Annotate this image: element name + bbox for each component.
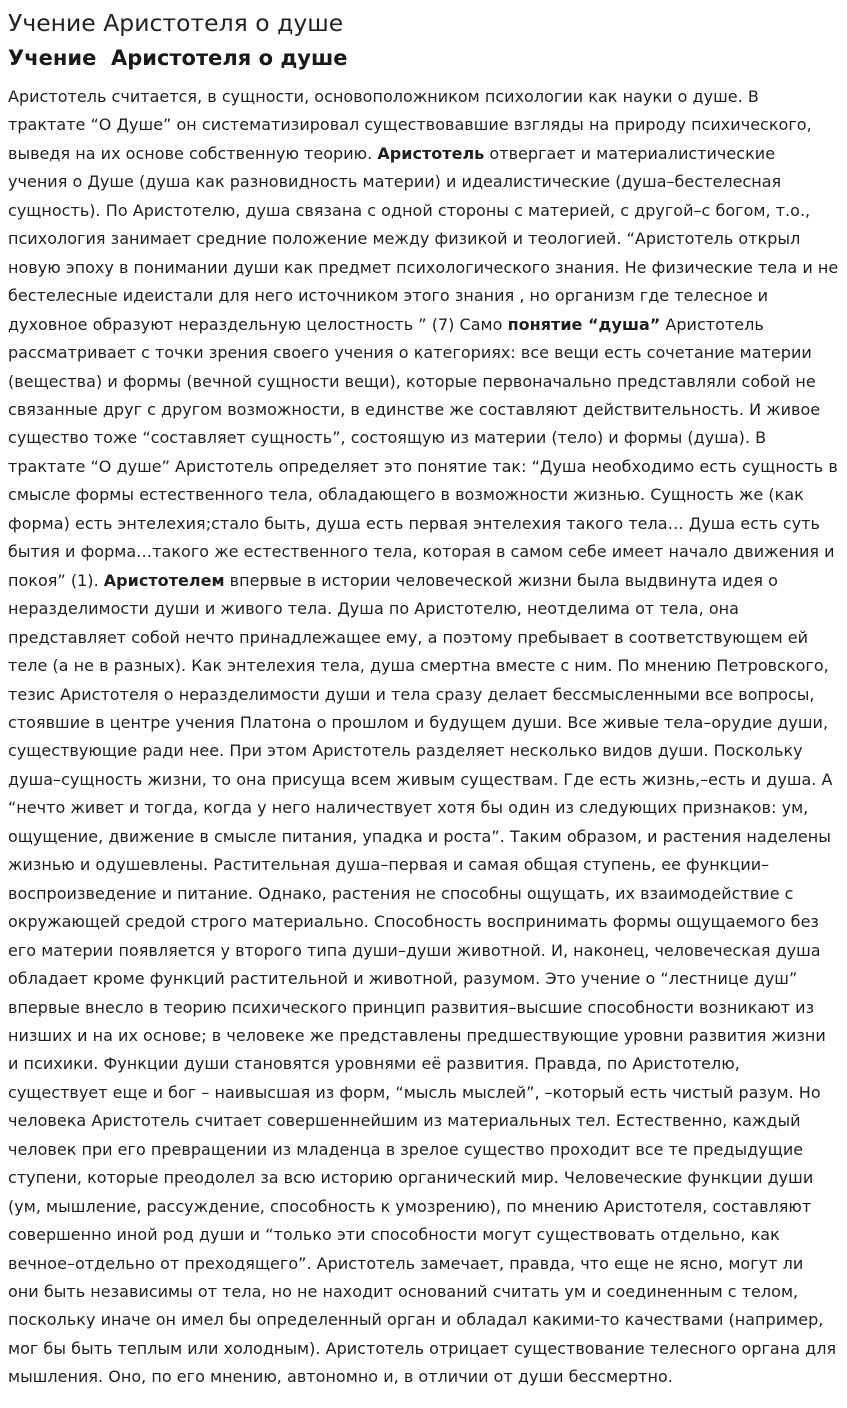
article-heading: Учение Аристотеля о душе (8, 46, 348, 70)
text-run: впервые в истории человеческой жизни была выдвинута идея о неразделимости души и живого тела. Душа по Аристотелю, неотделима от тела, она представляет собой нечто принадлежащее ему, а поэтому пребывает в соответствующем ей теле (а не в разных). Как энтелехия тела, душа смертна вместе с ним. По мнению Петровского, тезис Аристотеля о неразделимости души и тела сразу делает бессмысленными все вопросы, стоявшие в центре учения Платона о прошлом и будущем души. Все живые тела–орудие души, существующие ради нее. При этом Аристотель разделяет несколько видов души. Поскольку душа–сущность жизни, то она присуща всем живым существам. Где есть жизнь,–есть и душа. А “нечто живет и тогда, когда у него наличествует хотя бы один из следующих признаков: ум, ощущение, движение в смысле питания, упадка и роста”. Таким образом, и растения наделены жизнью и одушевлены. Растительная душа–первая и самая общая ступень, ее функции–воспроизведение и питание. Однако, растения не способны ощущать, их взаимодействие с окружающей средой строго материально. Способность воспринимать формы ощущаемого без его материи появляется у второго типа души–души животной. И, наконец, человеческая душа обладает кроме функций растительной и животной, разумом. Это учение о “лестнице душ” впервые внесло в теорию психического принцип развития–высшие способности возникают из низших и на их основе; в человеке же представлены предшествующие уровни развития жизни и психики. Функции души становятся уровнями её развития. Правда, по Аристотелю, существует еще и бог – наивысшая из форм, “мысль мыслей”, –который есть чистый разум. Но человека Аристотель считает совершеннейшим из материальных тел. Естественно, каждый человек при его превращении из младенца в зрелое существо проходит все те предыдущие ступени, которые преодолел за всю историю органический мир. Человеческие функции души (ум, мышление, рассуждение, способность к умозрению), по мнению Аристотеля, составляют совершенно иной род души и “только эти способности могут существовать отдельно, как вечное–отдельно от преходящего”. Аристотель замечает, правда, что еще не ясно, могут ли они быть независимы от тела, но не находит оснований считать ум и соединенным с телом, поскольку иначе он имел бы определенный орган и обладал какими-то качествами (например, мог бы быть теплым или холодным). Аристотель отрицает существование телесного органа для мышления. Оно, по его мнению, автономно и, в отличии от души бессмертно. (8, 570, 837, 1387)
bold-text-run: Аристотель (377, 143, 485, 163)
text-run: отвергает и материалистические учения о Душе (душа как разновидность материи) и идеалистические (душа–бестелесная сущность). По Аристотелю, душа связана с одной стороны с материей, с другой–с богом, т.о., психология занимает средние положение между физикой и теологией. “Аристотель открыл новую эпоху в понимании души как предмет психологического знания. Не физические тела и не бестелесные идеистали для него источником этого знания , но организм где телесное и духовное образуют нераздельную целостность ” (7) Само (8, 143, 839, 334)
page-title: Учение Аристотеля о душе (8, 9, 344, 37)
bold-text-run: понятие “душа” (507, 314, 661, 334)
text-run: Аристотель считается, в сущности, основоположником психологии как науки о душе. В трактате “О Душе” он систематизировал существовавшие взгляды на природу психического, выведя на их основе собственную теорию. (8, 87, 812, 163)
text-run: Аристотель рассматривает с точки зрения своего учения о категориях: все вещи есть сочетание материи (вещества) и формы (вечной сущности вещи), которые первоначально представляли собой не связанные друг с другом возможности, в единстве же составляют действительность. И живое существо тоже “составляет сущность”, состоящую из материи (тело) и формы (душа). В трактате “О душе” Аристотель определяет это понятие так: “Душа необходимо есть сущность в смысле формы естественного тела, обладающего в возможности жизнью. Сущность же (как форма) есть энтелехия;стало быть, душа есть первая энтелехия такого тела… Душа есть суть бытия и форма…такого же естественного тела, которая в самом себе имеет начало движения и покоя” (1). (8, 314, 838, 590)
body-paragraph (8, 83, 839, 1392)
bold-text-run: Аристотелем (103, 570, 225, 590)
